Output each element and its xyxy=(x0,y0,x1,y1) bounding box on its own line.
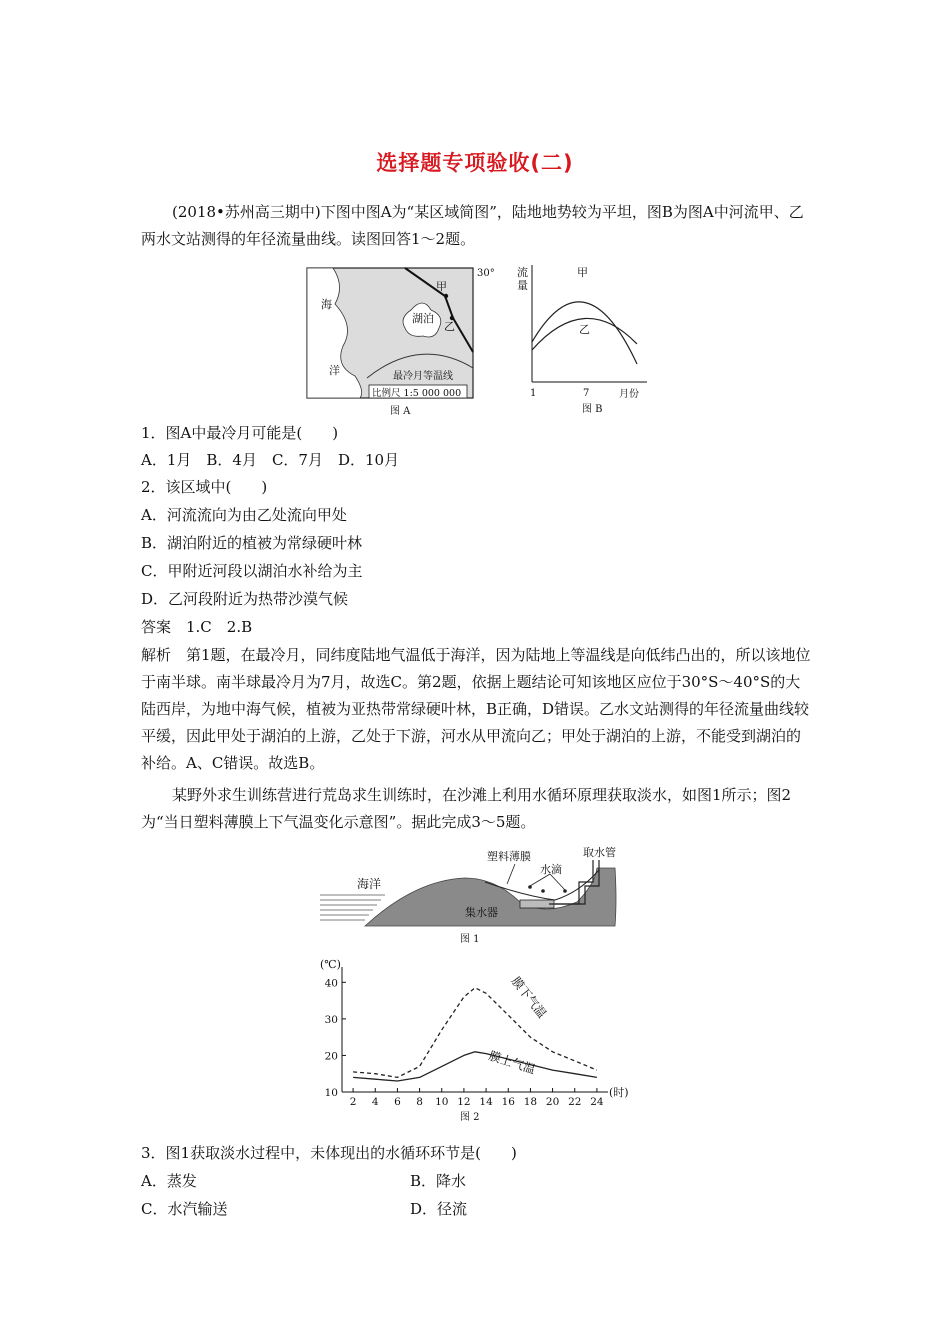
x-tick-label: 14 xyxy=(479,1096,493,1108)
figure-b-caption: 图 B xyxy=(582,404,603,415)
scale-label: 比例尺 1:5 000 000 xyxy=(372,388,462,399)
collector-label: 集水器 xyxy=(465,906,498,919)
pipe-label: 取水管 xyxy=(583,846,616,859)
intro-paragraph-1: (2018•苏州高三期中)下图中图A为“某区域简图”，陆地地势较为平坦，图B为图A中河流甲、乙两水文站测得的年径流量曲线。读图回答1～2题。 xyxy=(141,203,804,248)
isotherm-label: 最冷月等温线 xyxy=(393,371,453,382)
x-tick-label: 4 xyxy=(371,1096,379,1108)
xtick-1: 1 xyxy=(530,388,537,399)
xtick-7: 7 xyxy=(583,388,590,399)
under-film-series-label: 膜下气温 xyxy=(508,974,550,1021)
question-1-options: A．1月 B．4月 C．7月 D．10月 xyxy=(141,451,400,469)
question-3-option-c: C．水汽输送 xyxy=(141,1200,228,1218)
y-tick-label: 10 xyxy=(324,1087,338,1099)
figure-1-caption: 图 1 xyxy=(460,934,480,945)
x-tick-label: 10 xyxy=(435,1096,449,1108)
figure-a-map xyxy=(305,266,500,418)
x-tick-label: 22 xyxy=(568,1096,582,1108)
latitude-label: 30° xyxy=(477,268,495,279)
x-tick-label: 24 xyxy=(590,1096,604,1108)
y-tick-label: 20 xyxy=(324,1050,338,1063)
sea-label-1: 海 xyxy=(321,298,332,311)
question-1-stem: 1．图A中最冷月可能是( ) xyxy=(141,424,339,442)
x-tick-label: 16 xyxy=(501,1096,515,1108)
drop-label: 水滴 xyxy=(540,863,562,876)
question-2-stem: 2．该区域中( ) xyxy=(141,478,268,496)
chart-xunit: (时) xyxy=(609,1086,629,1099)
figure-1-diagram xyxy=(315,840,635,948)
question-3-option-d: D．径流 xyxy=(410,1200,468,1218)
flow-ylabel-2: 量 xyxy=(517,279,528,292)
lake-label: 湖泊 xyxy=(412,312,434,325)
xunit-label: 月份 xyxy=(619,389,639,400)
x-tick-label: 18 xyxy=(523,1096,538,1108)
page-title: 选择题专项验收(二) xyxy=(376,151,574,175)
under-film-temp-line xyxy=(353,988,597,1078)
question-3-stem: 3．图1获取淡水过程中，未体现出的水循环环节是( ) xyxy=(141,1144,517,1162)
sea-label: 海洋 xyxy=(357,877,382,891)
x-tick-label: 6 xyxy=(394,1096,401,1108)
question-2-option-c: C．甲附近河段以湖泊水补给为主 xyxy=(141,562,363,580)
above-film-series-label: 膜上气温 xyxy=(487,1048,538,1077)
figure-a-caption: 图 A xyxy=(390,406,411,417)
station-jia-label: 甲 xyxy=(436,280,447,293)
y-tick-label: 30 xyxy=(324,1013,338,1026)
answer-line: 答案 1.C 2.B xyxy=(141,618,253,636)
x-tick-label: 12 xyxy=(457,1096,471,1108)
station-yi-label: 乙 xyxy=(444,320,455,333)
question-3-option-b: B．降水 xyxy=(410,1172,467,1190)
flow-ylabel-1: 流 xyxy=(517,266,528,279)
y-tick-label: 40 xyxy=(324,977,338,990)
question-2-option-a: A．河流流向为由乙处流向甲处 xyxy=(141,506,347,524)
curve-yi-label: 乙 xyxy=(579,323,590,336)
intro-paragraph-2: 某野外求生训练营进行荒岛求生训练时，在沙滩上利用水循环原理获取淡水，如图1所示；图2为“当日塑料薄膜上下气温变化示意图”。据此完成3～5题。 xyxy=(141,786,792,831)
question-2-option-b: B．湖泊附近的植被为常绿硬叶林 xyxy=(141,534,363,552)
sea-label-2: 洋 xyxy=(329,364,340,377)
figure-b-chart xyxy=(515,262,650,418)
x-tick-label: 8 xyxy=(416,1096,423,1108)
x-tick-label: 2 xyxy=(349,1096,357,1108)
curve-jia-label: 甲 xyxy=(577,266,588,279)
chart-yunit: (℃) xyxy=(320,958,341,971)
analysis-paragraph: 解析 第1题，在最冷月，同纬度陆地气温低于海洋，因为陆地上等温线是向低纬凸出的，所以该地位于南半球。南半球最冷月为7月，故选C。第2题，依据上题结论可知该地区应位于30°S～40°S的大陆西岸，为地中海气候，植被为亚热带常绿硬叶林，B正确，D错误。乙水文站测得的年径流量曲线较平缓，因此甲处于湖泊的上游，乙处于下游，河水从甲流向乙；甲处于湖泊的上游，不能受到湖泊的补给。A、C错误。故选B。 xyxy=(141,646,811,772)
question-3-option-a: A．蒸发 xyxy=(141,1172,197,1190)
figure-2-caption: 图 2 xyxy=(460,1112,480,1123)
question-2-option-d: D．乙河段附近为热带沙漠气候 xyxy=(141,590,349,608)
figure-2-chart xyxy=(318,955,643,1125)
film-label: 塑料薄膜 xyxy=(487,850,531,863)
x-tick-label: 20 xyxy=(545,1096,560,1108)
